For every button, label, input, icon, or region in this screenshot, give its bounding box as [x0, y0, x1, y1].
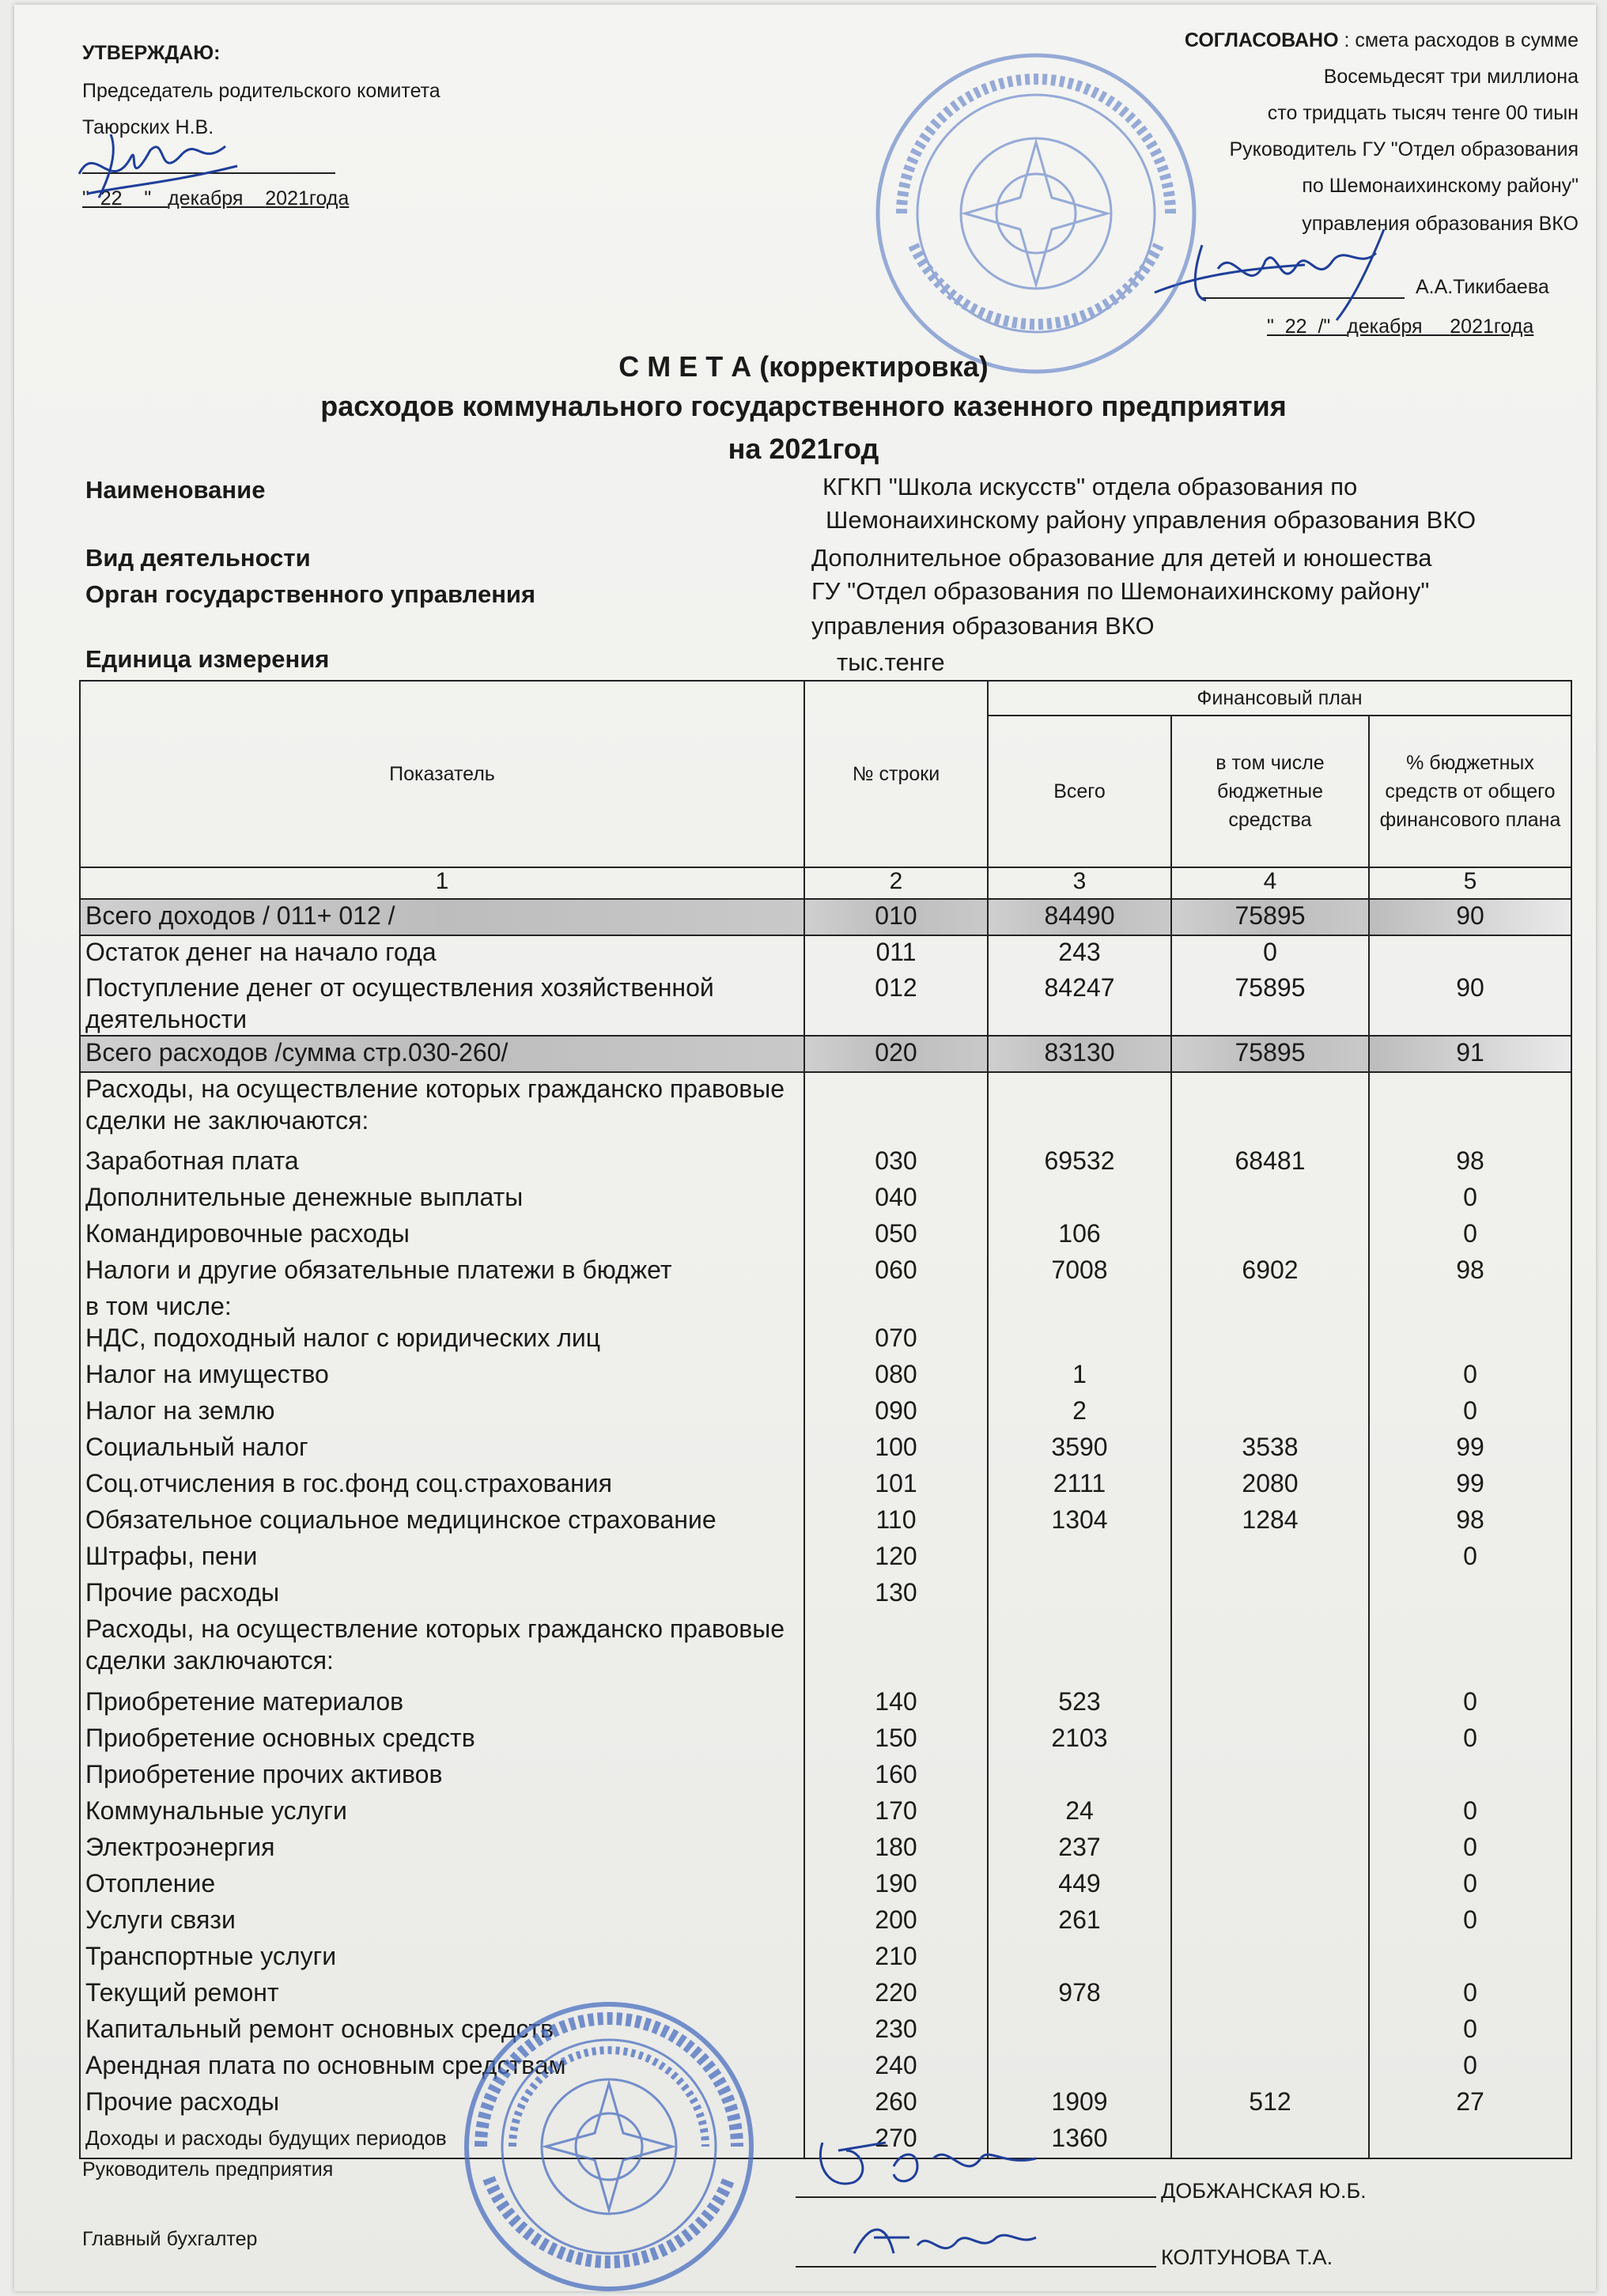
header-pct: % бюджетных средств от общего финансового плана — [1369, 716, 1571, 867]
signature-head — [799, 2119, 1052, 2206]
header-fin-plan: Финансовый план — [988, 681, 1571, 716]
row-pct: 90 — [1369, 972, 1571, 1036]
row-label: Соц.отчисления в гос.фонд соц.страхования — [80, 1467, 804, 1504]
row-budget — [1171, 1395, 1369, 1431]
row-budget: 75895 — [1171, 1036, 1369, 1072]
signature-approver — [63, 119, 253, 206]
table-row — [80, 2049, 1571, 2086]
row-pct: 0 — [1369, 1218, 1571, 1254]
row-code: 270 — [804, 2122, 988, 2158]
approve-line1: Председатель родительского комитета — [82, 80, 441, 102]
row-pct: 27 — [1369, 2086, 1571, 2122]
row-label: Налоги и другие обязательные платежи в бюджет — [80, 1254, 804, 1290]
row-budget: 75895 — [1171, 899, 1369, 935]
row-label: Расходы, на осуществление которых гражданско правовые сделки не заключаются: — [80, 1072, 804, 1145]
title-line3: на 2021год — [728, 432, 879, 465]
table-row — [80, 1686, 1571, 1722]
head-name: ДОБЖАНСКАЯ Ю.Б. — [1161, 2179, 1367, 2203]
table-row — [80, 1467, 1571, 1504]
row-pct: 99 — [1369, 1431, 1571, 1467]
table-row — [80, 1145, 1571, 1181]
row-code: 200 — [804, 1904, 988, 1940]
header-budget: в том числе бюджетные средства — [1171, 716, 1369, 867]
row-code: 011 — [804, 935, 988, 972]
table-row — [80, 1577, 1571, 1613]
row-label: Прочие расходы — [80, 2086, 804, 2122]
row-budget — [1171, 1795, 1369, 1831]
accountant-name: КОЛТУНОВА Т.А. — [1161, 2245, 1333, 2269]
row-code: 160 — [804, 1758, 988, 1795]
table-row — [80, 1540, 1571, 1577]
table-row — [80, 1072, 1571, 1145]
table-row — [80, 1290, 1571, 1322]
row-pct — [1369, 1072, 1571, 1145]
stamp-enterprise — [459, 2000, 759, 2293]
info-organ-value2: управления образования ВКО — [811, 612, 1155, 640]
row-total: 2103 — [988, 1722, 1171, 1758]
row-code: 240 — [804, 2049, 988, 2086]
row-total: 24 — [988, 1795, 1171, 1831]
info-unit-value: тыс.тенге — [837, 648, 945, 676]
header-indicator: Показатель — [80, 681, 804, 867]
agreed-line3: сто тридцать тысяч тенге 00 тиын — [1267, 102, 1579, 124]
row-code: 010 — [804, 899, 988, 935]
row-pct: 0 — [1369, 1395, 1571, 1431]
row-budget — [1171, 1867, 1369, 1904]
row-budget — [1171, 1940, 1369, 1977]
header-row-no: № строки — [804, 681, 988, 867]
row-pct — [1369, 1322, 1571, 1358]
row-total: 83130 — [988, 1036, 1171, 1072]
agreed-signer: А.А.Тикибаева — [1416, 276, 1549, 298]
row-budget: 6902 — [1171, 1254, 1369, 1290]
row-label: Остаток денег на начало года — [80, 935, 804, 972]
approve-date: " 22 " декабря 2021года — [82, 187, 350, 210]
row-code: 220 — [804, 1977, 988, 2013]
row-budget — [1171, 1181, 1369, 1218]
row-label: Всего расходов /сумма стр.030-260/ — [80, 1036, 804, 1072]
info-unit-label: Единица измерения — [85, 645, 330, 673]
table-row — [80, 1904, 1571, 1940]
table-row — [80, 1358, 1571, 1395]
info-name-label: Наименование — [85, 476, 266, 504]
agreed-date: " 22 /" декабря 2021года — [1267, 315, 1534, 338]
row-total: 237 — [988, 1831, 1171, 1867]
row-code: 140 — [804, 1686, 988, 1722]
row-pct — [1369, 1290, 1571, 1322]
info-organ-value1: ГУ "Отдел образования по Шемонаихинскому району" — [811, 577, 1430, 605]
row-code: 210 — [804, 1940, 988, 1977]
head-label: Руководитель предприятия — [82, 2158, 334, 2181]
row-code — [804, 1072, 988, 1145]
row-pct — [1369, 2122, 1571, 2158]
table-row — [80, 935, 1571, 972]
row-code: 040 — [804, 1181, 988, 1218]
info-organ-label: Орган государственного управления — [85, 580, 536, 608]
agreed-line6: управления образования ВКО — [1302, 213, 1579, 235]
agreed-title: СОГЛАСОВАНО : смета расходов в сумме — [1184, 29, 1579, 51]
table-row — [80, 2013, 1571, 2049]
row-budget: 512 — [1171, 2086, 1369, 2122]
table-row — [80, 1395, 1571, 1431]
agreed-line5: по Шемонаихинскому району" — [1302, 175, 1579, 197]
row-total — [988, 1613, 1171, 1686]
row-total — [988, 1322, 1171, 1358]
row-code: 070 — [804, 1322, 988, 1358]
row-code: 080 — [804, 1358, 988, 1395]
agreed-line2: Восемьдесят три миллиона — [1323, 66, 1579, 88]
table-row — [80, 1940, 1571, 1977]
row-label: Прочие расходы — [80, 1577, 804, 1613]
row-label: Штрафы, пени — [80, 1540, 804, 1577]
row-budget — [1171, 1686, 1369, 1722]
row-label: Арендная плата по основным средствам — [80, 2049, 804, 2086]
row-total: 449 — [988, 1867, 1171, 1904]
row-total — [988, 1577, 1171, 1613]
row-total: 243 — [988, 935, 1171, 972]
row-total — [988, 1540, 1171, 1577]
table-row — [80, 1613, 1571, 1686]
header-total: Всего — [988, 716, 1171, 867]
row-label: Приобретение материалов — [80, 1686, 804, 1722]
row-budget: 2080 — [1171, 1467, 1369, 1504]
row-budget — [1171, 1218, 1369, 1254]
row-total: 106 — [988, 1218, 1171, 1254]
row-total: 2 — [988, 1395, 1171, 1431]
row-label: Отопление — [80, 1867, 804, 1904]
row-budget: 68481 — [1171, 1145, 1369, 1181]
accountant-label: Главный бухгалтер — [82, 2228, 258, 2250]
row-total: 261 — [988, 1904, 1171, 1940]
row-code — [804, 1290, 988, 1322]
table-row — [80, 1254, 1571, 1290]
row-label: Транспортные услуги — [80, 1940, 804, 1977]
table-row — [80, 1758, 1571, 1795]
stamp-agreed — [870, 47, 1202, 380]
table-row — [80, 2086, 1571, 2122]
row-code: 230 — [804, 2013, 988, 2049]
row-label: Налог на землю — [80, 1395, 804, 1431]
row-budget — [1171, 1358, 1369, 1395]
info-activity-value: Дополнительное образование для детей и юношества — [811, 544, 1432, 572]
row-budget — [1171, 1722, 1369, 1758]
row-budget — [1171, 1613, 1369, 1686]
row-total: 978 — [988, 1977, 1171, 2013]
table-row — [80, 1977, 1571, 2013]
row-label: Социальный налог — [80, 1431, 804, 1467]
row-total — [988, 1290, 1171, 1322]
row-pct — [1369, 1758, 1571, 1795]
row-code: 030 — [804, 1145, 988, 1181]
row-pct: 0 — [1369, 1540, 1571, 1577]
row-pct: 0 — [1369, 1795, 1571, 1831]
row-code: 101 — [804, 1467, 988, 1504]
row-total — [988, 2013, 1171, 2049]
row-label: Текущий ремонт — [80, 1977, 804, 2013]
row-budget — [1171, 1290, 1369, 1322]
row-total: 1909 — [988, 2086, 1171, 2122]
approve-line2: Таюрских Н.В. — [82, 116, 214, 138]
info-activity-label: Вид деятельности — [85, 544, 311, 572]
row-label: Электроэнергия — [80, 1831, 804, 1867]
row-pct: 98 — [1369, 1504, 1571, 1540]
row-total: 1304 — [988, 1504, 1171, 1540]
row-label: Налог на имущество — [80, 1358, 804, 1395]
row-code: 110 — [804, 1504, 988, 1540]
table-row — [80, 1181, 1571, 1218]
row-label: Коммунальные услуги — [80, 1795, 804, 1831]
row-code: 130 — [804, 1577, 988, 1613]
row-total — [988, 1072, 1171, 1145]
row-code: 170 — [804, 1795, 988, 1831]
row-total — [988, 1940, 1171, 1977]
info-name-value2: Шемонаихинскому району управления образования ВКО — [826, 506, 1477, 534]
row-label: Услуги связи — [80, 1904, 804, 1940]
row-budget: 1284 — [1171, 1504, 1369, 1540]
row-code: 150 — [804, 1722, 988, 1758]
row-total — [988, 2049, 1171, 2086]
row-pct: 0 — [1369, 1358, 1571, 1395]
table-row — [80, 1722, 1571, 1758]
col-number: 1 — [80, 867, 804, 899]
info-name-value1: КГКП "Школа искусств" отдела образования по — [822, 473, 1358, 500]
row-code: 012 — [804, 972, 988, 1036]
row-budget — [1171, 2013, 1369, 2049]
table-row — [80, 1322, 1571, 1358]
row-pct — [1369, 1613, 1571, 1686]
row-total: 1360 — [988, 2122, 1171, 2158]
row-total: 7008 — [988, 1254, 1171, 1290]
row-total: 84247 — [988, 972, 1171, 1036]
table-row — [80, 899, 1571, 935]
col-number: 2 — [804, 867, 988, 899]
title-line2: расходов коммунального государственного казенного предприятия — [320, 390, 1287, 422]
table-body — [80, 899, 1571, 2158]
row-total — [988, 1181, 1171, 1218]
title-line1: С М Е Т А (корректировка) — [618, 350, 989, 383]
row-label: в том числе: — [80, 1290, 804, 1322]
row-code: 020 — [804, 1036, 988, 1072]
row-pct: 0 — [1369, 1867, 1571, 1904]
row-pct: 0 — [1369, 1831, 1571, 1867]
col-number: 4 — [1171, 867, 1369, 899]
row-budget — [1171, 2122, 1369, 2158]
row-budget — [1171, 1904, 1369, 1940]
row-code: 050 — [804, 1218, 988, 1254]
agreed-line4: Руководитель ГУ "Отдел образования — [1229, 138, 1579, 160]
table-row — [80, 1036, 1571, 1072]
row-pct: 0 — [1369, 1181, 1571, 1218]
table-row — [80, 1867, 1571, 1904]
table-row — [80, 972, 1571, 1036]
row-pct: 98 — [1369, 1254, 1571, 1290]
row-code — [804, 1613, 988, 1686]
row-code: 100 — [804, 1431, 988, 1467]
row-label: Поступление денег от осуществления хозяйственной деятельности — [80, 972, 804, 1036]
row-total: 2111 — [988, 1467, 1171, 1504]
row-budget: 0 — [1171, 935, 1369, 972]
row-code: 090 — [804, 1395, 988, 1431]
row-code: 180 — [804, 1831, 988, 1867]
row-budget — [1171, 1577, 1369, 1613]
row-label: Всего доходов / 011+ 012 / — [80, 899, 804, 935]
row-label: Капитальный ремонт основных средств — [80, 2013, 804, 2049]
row-budget — [1171, 1758, 1369, 1795]
row-code: 120 — [804, 1540, 988, 1577]
row-code: 060 — [804, 1254, 988, 1290]
row-pct: 99 — [1369, 1467, 1571, 1504]
row-total: 523 — [988, 1686, 1171, 1722]
row-label: Обязательное социальное медицинское страхование — [80, 1504, 804, 1540]
row-pct — [1369, 1577, 1571, 1613]
row-code: 260 — [804, 2086, 988, 2122]
row-label: Приобретение основных средств — [80, 1722, 804, 1758]
row-pct — [1369, 1940, 1571, 1977]
table-row — [80, 1795, 1571, 1831]
estimate-table — [79, 680, 1572, 2159]
row-pct: 98 — [1369, 1145, 1571, 1181]
row-pct: 0 — [1369, 1686, 1571, 1722]
signature-accountant — [838, 2206, 1044, 2269]
row-total: 3590 — [988, 1431, 1171, 1467]
row-label: Расходы, на осуществление которых гражданско правовые сделки заключаются: — [80, 1613, 804, 1686]
col-number: 3 — [988, 867, 1171, 899]
row-label: Доходы и расходы будущих периодов — [80, 2122, 804, 2158]
row-pct: 0 — [1369, 1977, 1571, 2013]
row-budget — [1171, 1977, 1369, 2013]
col-number: 5 — [1369, 867, 1571, 899]
row-label: Приобретение прочих активов — [80, 1758, 804, 1795]
row-budget: 75895 — [1171, 972, 1369, 1036]
row-total: 1 — [988, 1358, 1171, 1395]
row-budget — [1171, 1831, 1369, 1867]
row-pct: 0 — [1369, 1722, 1571, 1758]
row-label: Дополнительные денежные выплаты — [80, 1181, 804, 1218]
row-pct: 90 — [1369, 899, 1571, 935]
table-row — [80, 1218, 1571, 1254]
approve-title: УТВЕРЖДАЮ: — [82, 42, 221, 64]
row-label: Командировочные расходы — [80, 1218, 804, 1254]
row-budget — [1171, 1322, 1369, 1358]
row-budget: 3538 — [1171, 1431, 1369, 1467]
row-label: Заработная плата — [80, 1145, 804, 1181]
row-pct: 91 — [1369, 1036, 1571, 1072]
row-pct: 0 — [1369, 2013, 1571, 2049]
row-label: НДС, подоходный налог с юридических лиц — [80, 1322, 804, 1358]
row-budget — [1171, 1072, 1369, 1145]
row-pct: 0 — [1369, 2049, 1571, 2086]
row-pct: 0 — [1369, 1904, 1571, 1940]
row-pct — [1369, 935, 1571, 972]
row-code: 190 — [804, 1867, 988, 1904]
row-total — [988, 1758, 1171, 1795]
row-total: 69532 — [988, 1145, 1171, 1181]
row-budget — [1171, 1540, 1369, 1577]
row-total: 84490 — [988, 899, 1171, 935]
table-row — [80, 1431, 1571, 1467]
table-row — [80, 1831, 1571, 1867]
row-budget — [1171, 2049, 1369, 2086]
table-row — [80, 1504, 1571, 1540]
